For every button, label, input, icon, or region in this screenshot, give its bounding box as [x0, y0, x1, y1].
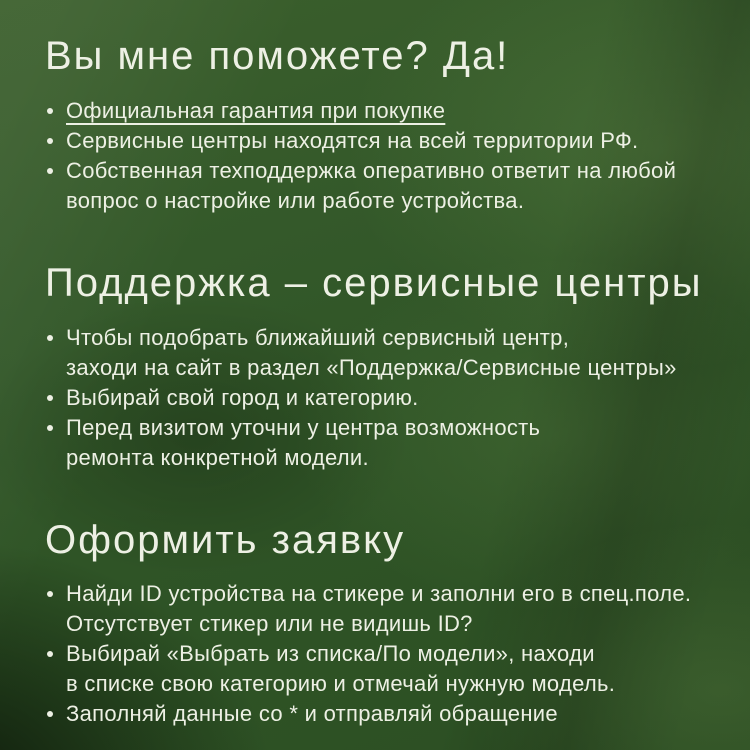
bullet-item: [45, 639, 705, 699]
section-help: [45, 34, 705, 216]
bullet-line: заходи на сайт в раздел «Поддержка/Сервисные центры»: [66, 354, 677, 380]
bullet-dot-icon: [47, 711, 53, 717]
bullet-line: Выбирай «Выбрать из списка/По модели», находи: [66, 641, 595, 667]
section-submit-request: [45, 518, 705, 730]
bullet-item: [45, 699, 705, 729]
bullet-dot-icon: [47, 591, 53, 597]
bullet-dot-icon: [47, 425, 53, 431]
bullet-line: Чтобы подобрать ближайший сервисный центр,: [66, 324, 570, 350]
bullet-line: Отсутствует стикер или не видишь ID?: [66, 611, 473, 637]
bullet-dot-icon: [47, 335, 53, 341]
bullet-list-submit-request: [45, 579, 705, 729]
bullet-line: Перед визитом уточни у центра возможность: [66, 414, 541, 440]
section-heading-help: Вы мне поможете? Да!: [45, 34, 510, 78]
bullet-item: [45, 126, 705, 156]
bullet-line: Выбирай свой город и категорию.: [66, 384, 419, 410]
bullet-item: [45, 156, 705, 216]
bullet-dot-icon: [47, 108, 53, 114]
bullet-line: Заполняй данные со * и отправляй обращение: [66, 701, 558, 727]
bullet-item: [45, 383, 705, 413]
bullet-item: [45, 323, 705, 383]
bullet-dot-icon: [47, 168, 53, 174]
section-heading-submit-request: Оформить заявку: [45, 517, 406, 562]
bullet-item: [45, 413, 705, 473]
bullet-item: [45, 96, 705, 126]
warranty-link[interactable]: Официальная гарантия при покупке: [66, 97, 446, 123]
bullet-dot-icon: [47, 395, 53, 401]
bullet-line: ремонта конкретной модели.: [66, 444, 369, 470]
bullet-list-service-centers: [45, 323, 705, 473]
bullet-dot-icon: [47, 138, 53, 144]
bullet-line: в списке свою категорию и отмечай нужную модель.: [66, 671, 616, 697]
bullet-list-help: [45, 96, 705, 216]
bullet-line: вопрос о настройке или работе устройства.: [66, 187, 525, 213]
bullet-dot-icon: [47, 651, 53, 657]
bullet-item: [45, 579, 705, 639]
section-heading-service-centers: Поддержка – сервисные центры: [45, 260, 703, 305]
bullet-line: Найди ID устройства на стикере и заполни его в спец.поле.: [66, 581, 692, 607]
bullet-line: Собственная техподдержка оперативно ответит на любой: [66, 157, 677, 183]
section-service-centers: [45, 261, 705, 473]
bullet-line: Сервисные центры находятся на всей территории РФ.: [66, 127, 639, 153]
